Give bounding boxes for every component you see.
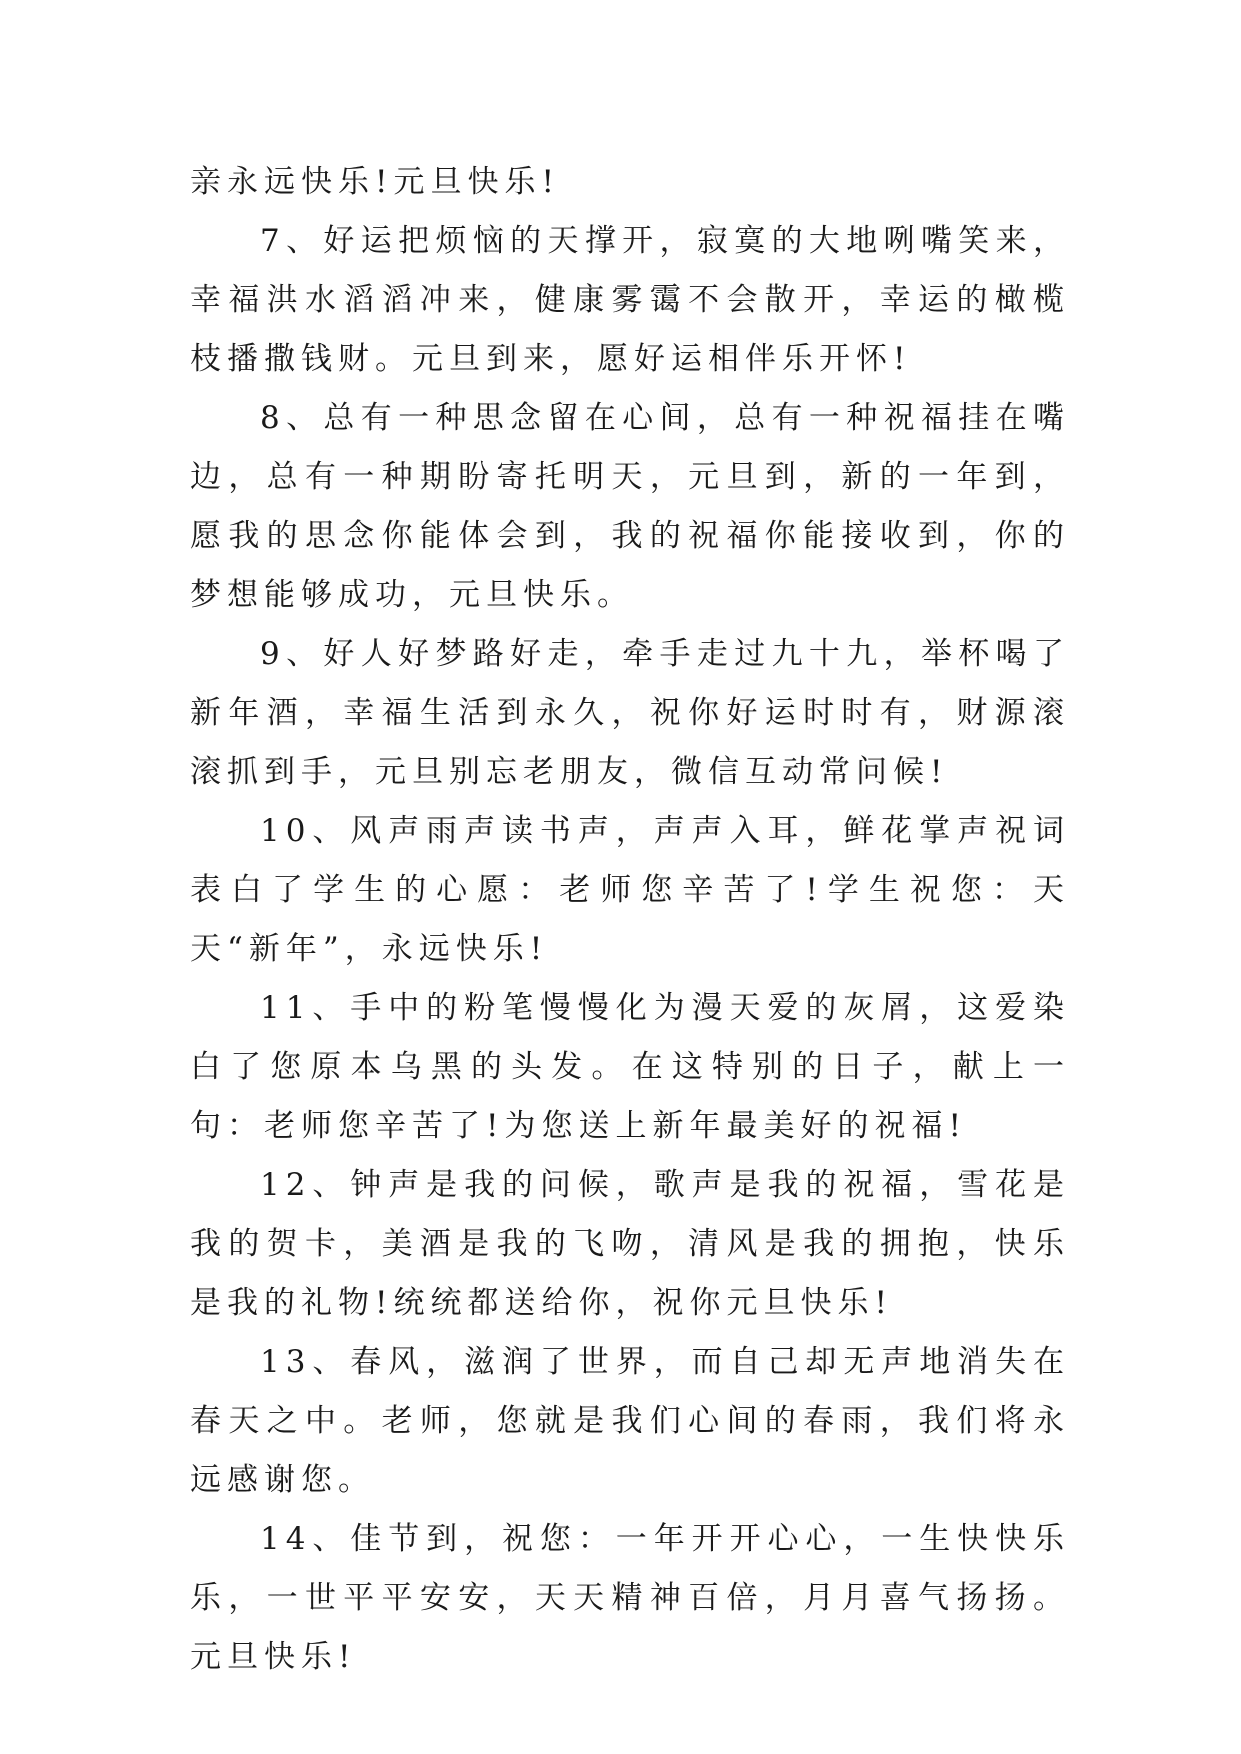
paragraph-item-11: 11、手中的粉笔慢慢化为漫天爱的灰屑，这爱染白了您原本乌黑的头发。在这特别的日子，献上一句：老师您辛苦了!为您送上新年最美好的祝福! [190, 990, 1070, 1144]
paragraph-item-7: 7、好运把烦恼的天撑开，寂寞的大地咧嘴笑来，幸福洪水滔滔冲来，健康雾霭不会散开，幸运的橄榄枝播撒钱财。元旦到来，愿好运相伴乐开怀! [190, 223, 1070, 377]
paragraph-item-8: 8、总有一种思念留在心间，总有一种祝福挂在嘴边，总有一种期盼寄托明天，元旦到，新的一年到，愿我的思念你能体会到，我的祝福你能接收到，你的梦想能够成功，元旦快乐。 [190, 400, 1070, 613]
paragraph-item-9: 9、好人好梦路好走，牵手走过九十九，举杯喝了新年酒，幸福生活到永久，祝你好运时时有，财源滚滚抓到手，元旦别忘老朋友，微信互动常问候! [190, 636, 1070, 790]
paragraph-item-13: 13、春风，滋润了世界，而自己却无声地消失在春天之中。老师，您就是我们心间的春雨，我们将永远感谢您。 [190, 1344, 1070, 1498]
paragraph-continuation: 亲永远快乐!元旦快乐! [190, 164, 560, 200]
paragraph-item-12: 12、钟声是我的问候，歌声是我的祝福，雪花是我的贺卡，美酒是我的飞吻，清风是我的拥抱，快乐是我的礼物!统统都送给你，祝你元旦快乐! [190, 1167, 1070, 1321]
paragraph-item-10: 10、风声雨声读书声，声声入耳，鲜花掌声祝词表白了学生的心愿：老师您辛苦了!学生祝您：天天“新年”，永远快乐! [190, 813, 1070, 967]
document-body [190, 153, 1070, 1687]
paragraph-item-14: 14、佳节到，祝您：一年开开心心，一生快快乐乐，一世平平安安，天天精神百倍，月月喜气扬扬。元旦快乐! [190, 1521, 1070, 1675]
